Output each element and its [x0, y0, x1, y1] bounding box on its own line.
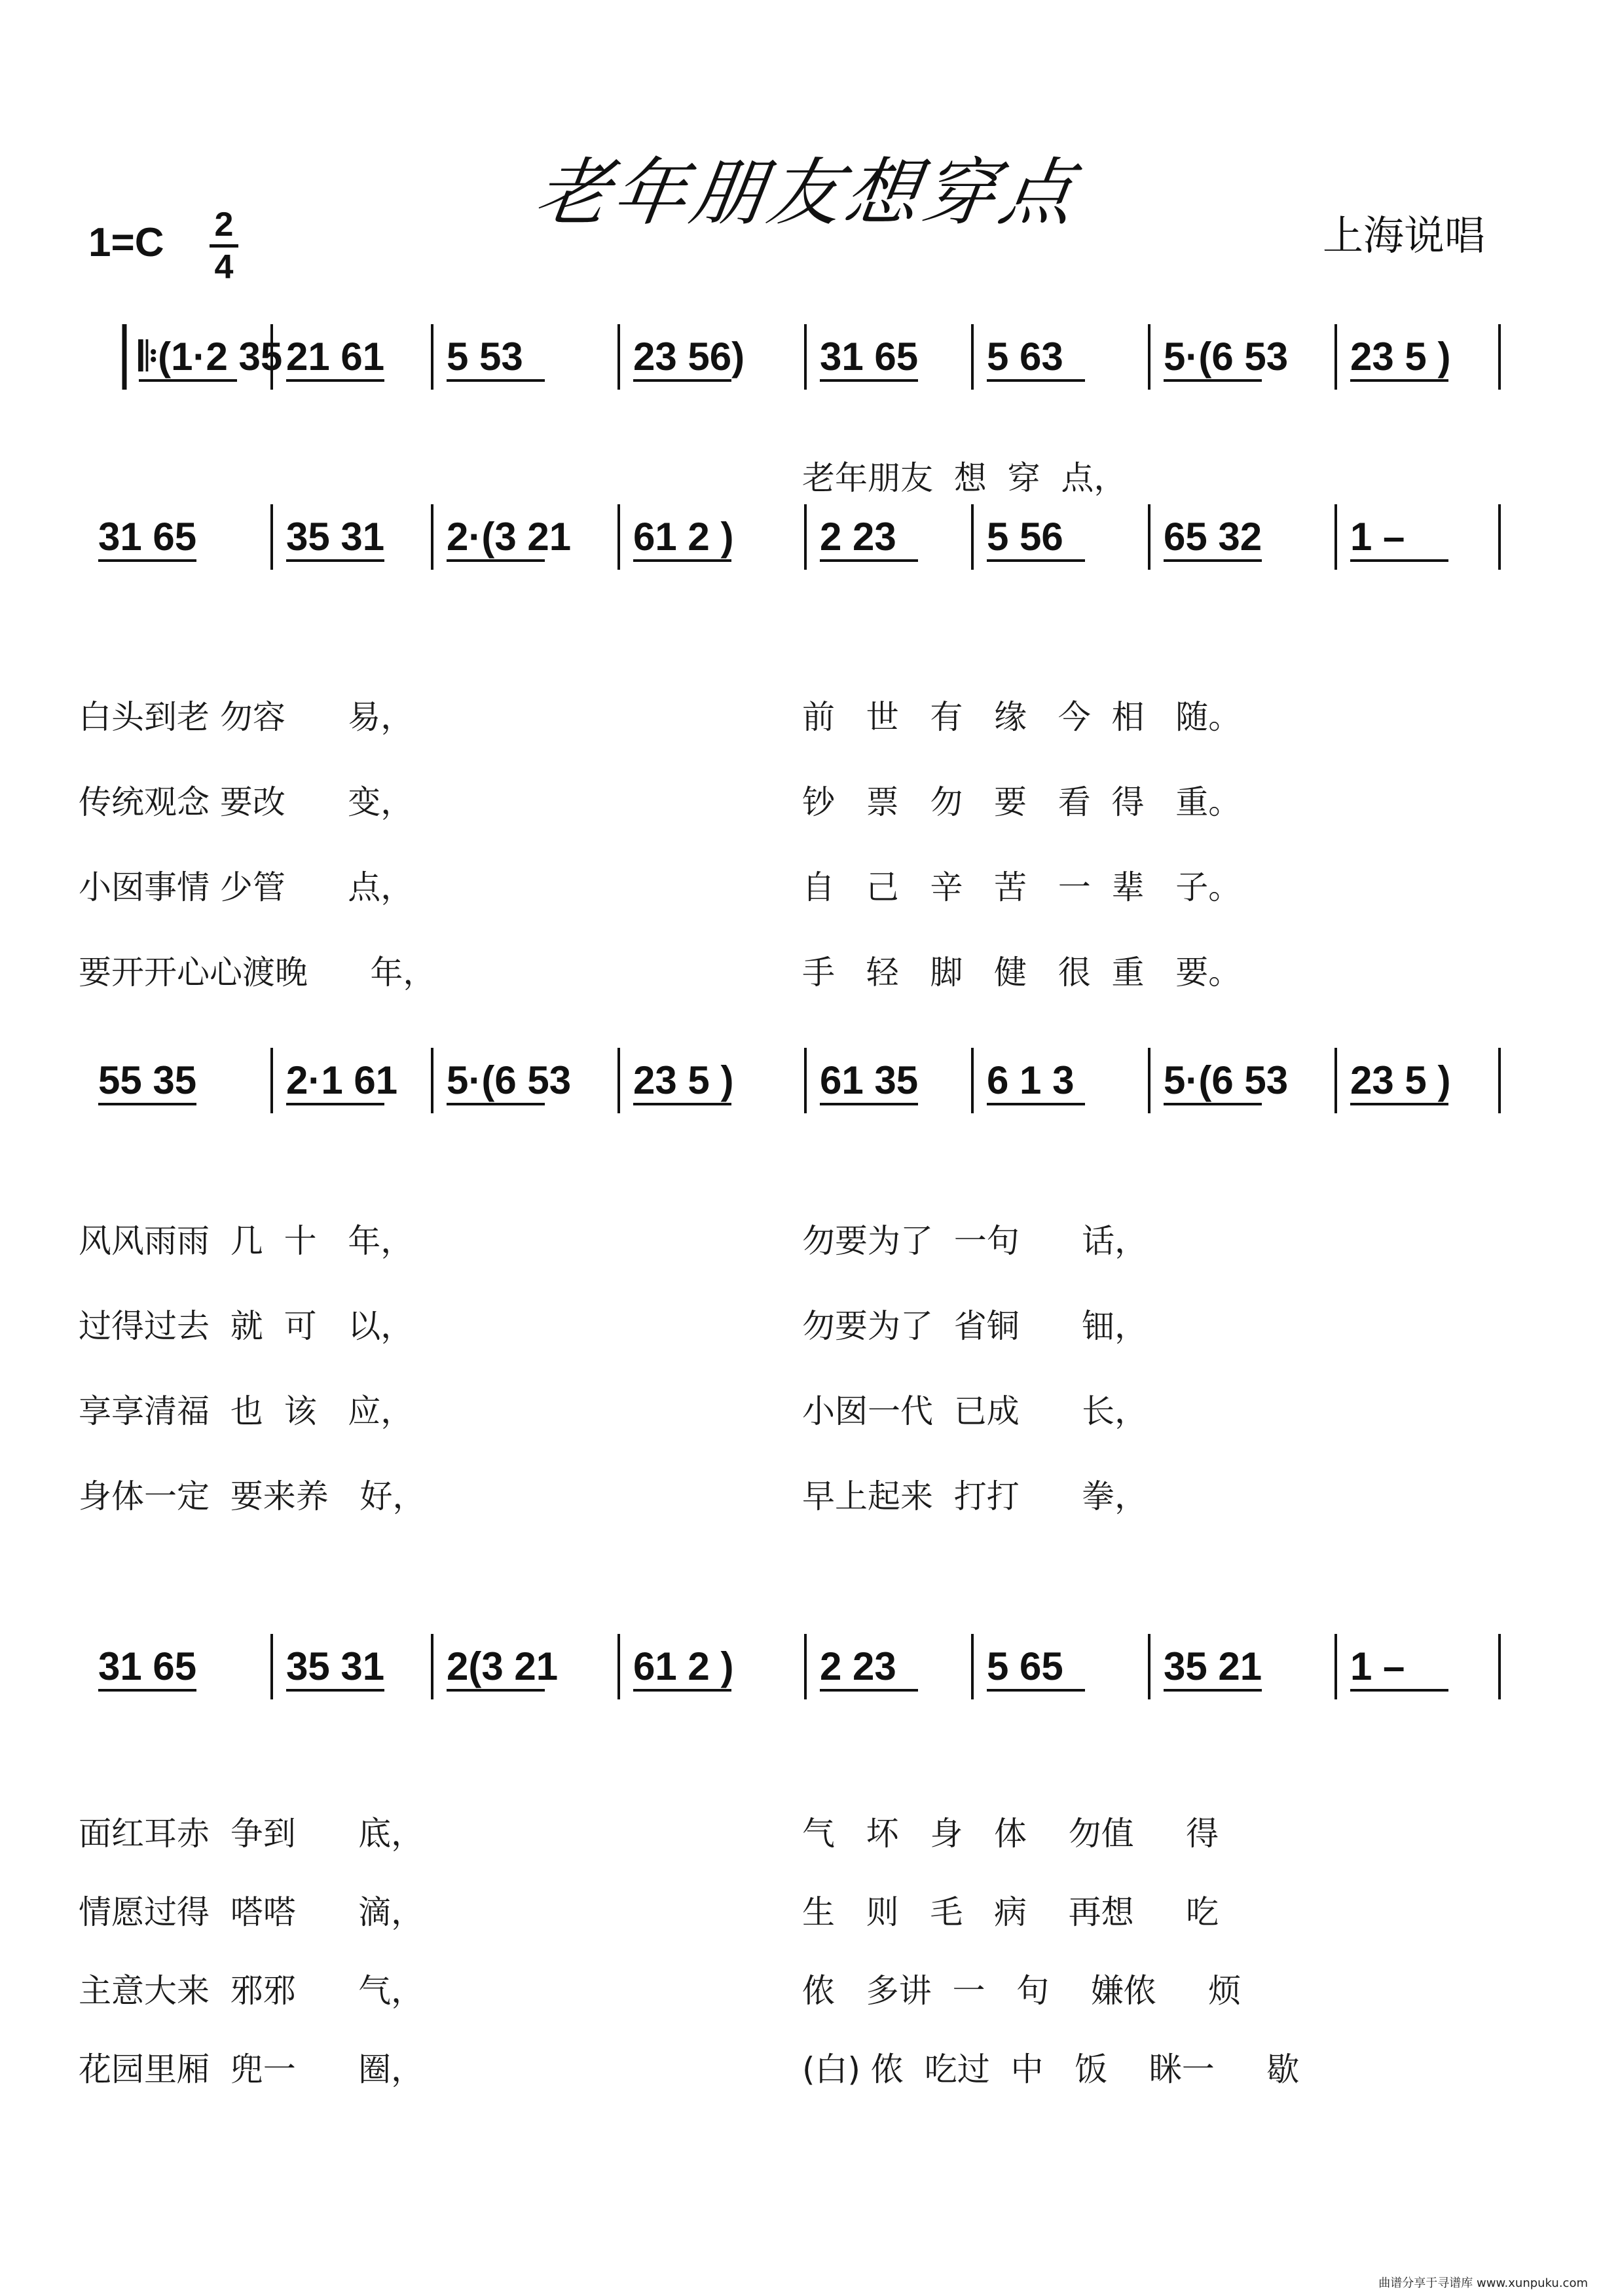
measure-4: 61 2 ) [633, 515, 734, 559]
measure-7: 5·(6 53 [1164, 335, 1289, 379]
lyric-left: 面红耳赤 争到 底， [79, 1815, 424, 1853]
song-title: 老年朋友想穿点 [530, 151, 1083, 236]
lyric-right: 自 己 辛 苦 一 辈 子。 [802, 868, 1242, 906]
measure-7: 65 32 [1164, 515, 1262, 559]
measure-3: 5 53 [447, 335, 523, 379]
measure-4: 61 2 ) [633, 1644, 734, 1688]
measure-2: 35 31 [286, 1644, 385, 1688]
lyric-right: 侬 多讲 一 句 嫌侬 烦 [802, 1972, 1242, 2010]
measure-5: 2 23 [820, 1644, 896, 1688]
measure-5: 2 23 [820, 515, 896, 559]
lyric-left: 情愿过得 嗒嗒 滴， [79, 1893, 424, 1931]
measure-8: 1 – [1350, 1644, 1405, 1688]
lyric-right: 手 轻 脚 健 很 重 要。 [802, 954, 1242, 991]
measure-7: 35 21 [1164, 1644, 1262, 1688]
lyric-left: 过得过去 就 可 以， [79, 1307, 414, 1345]
lyric-right: 早上起来 打打 拳， [802, 1477, 1148, 1515]
lyric-left: 传统观念 要改 变， [79, 783, 414, 821]
measure-6: 5 56 [987, 515, 1063, 559]
measure-5: 61 35 [820, 1058, 919, 1102]
measure-8: 1 – [1350, 515, 1405, 559]
lyric-left: 身体一定 要来养 好， [79, 1477, 426, 1515]
lyric-left: 要开开心心渡晚 年， [79, 954, 436, 991]
key-signature: 1=C [88, 220, 164, 265]
measure-1: 31 65 [98, 515, 197, 559]
lyric-right: 气 坏 身 体 勿值 得 [802, 1815, 1219, 1853]
lyric-left: 小囡事情 少管 点， [79, 868, 414, 906]
lyric-right: 勿要为了 省铜 钿， [802, 1307, 1148, 1345]
measure-3: 5·(6 53 [447, 1058, 572, 1102]
measure-2: 35 31 [286, 515, 385, 559]
lyric-left: 花园里厢 兜一 圈， [79, 2050, 424, 2088]
time-signature-bottom: 4 [214, 248, 234, 286]
measure-2: 2·1 61 [286, 1058, 398, 1102]
measure-8: 23 5 ) [1350, 1058, 1451, 1102]
lyric-right: 钞 票 勿 要 看 得 重。 [802, 783, 1242, 821]
measure-4: 23 5 ) [633, 1058, 734, 1102]
lyric-left: 白头到老 勿容 易， [79, 698, 414, 736]
measure-6: 5 63 [987, 335, 1063, 379]
lyric-right: 老年朋友 想 穿 点， [802, 459, 1127, 497]
lyric-right: 勿要为了 一句 话， [802, 1222, 1148, 1260]
measure-1: 55 35 [98, 1058, 197, 1102]
time-signature-top: 2 [214, 206, 234, 244]
measure-3: 2(3 21 [447, 1644, 559, 1688]
measure-8: 23 5 ) [1350, 335, 1451, 379]
lyric-right: 小囡一代 已成 长， [802, 1392, 1148, 1430]
lyric-left: 享享清福 也 该 应， [79, 1392, 414, 1430]
measure-3: 2·(3 21 [447, 515, 572, 559]
measure-6: 6 1 3 [987, 1058, 1075, 1102]
lyric-right: (白) 侬 吃过 中 饭 眯一 歇 [802, 2050, 1300, 2088]
footer-watermark: 曲谱分享于寻谱库 www.xunpuku.com [1378, 2276, 1588, 2290]
lyric-right: 前 世 有 缘 今 相 随。 [802, 698, 1242, 736]
lyric-right: 生 则 毛 病 再想 吃 [802, 1893, 1219, 1931]
measure-5: 31 65 [820, 335, 919, 379]
measure-1: 𝄆(1·2 35 [139, 335, 283, 379]
lyric-left: 风风雨雨 几 十 年， [79, 1222, 414, 1260]
measure-2: 21 61 [286, 335, 385, 379]
style-label: 上海说唱 [1323, 212, 1486, 259]
measure-6: 5 65 [987, 1644, 1063, 1688]
measure-1: 31 65 [98, 1644, 197, 1688]
measure-4: 23 56) [633, 335, 745, 379]
lyric-left: 主意大来 邪邪 气， [79, 1972, 424, 2010]
measure-7: 5·(6 53 [1164, 1058, 1289, 1102]
